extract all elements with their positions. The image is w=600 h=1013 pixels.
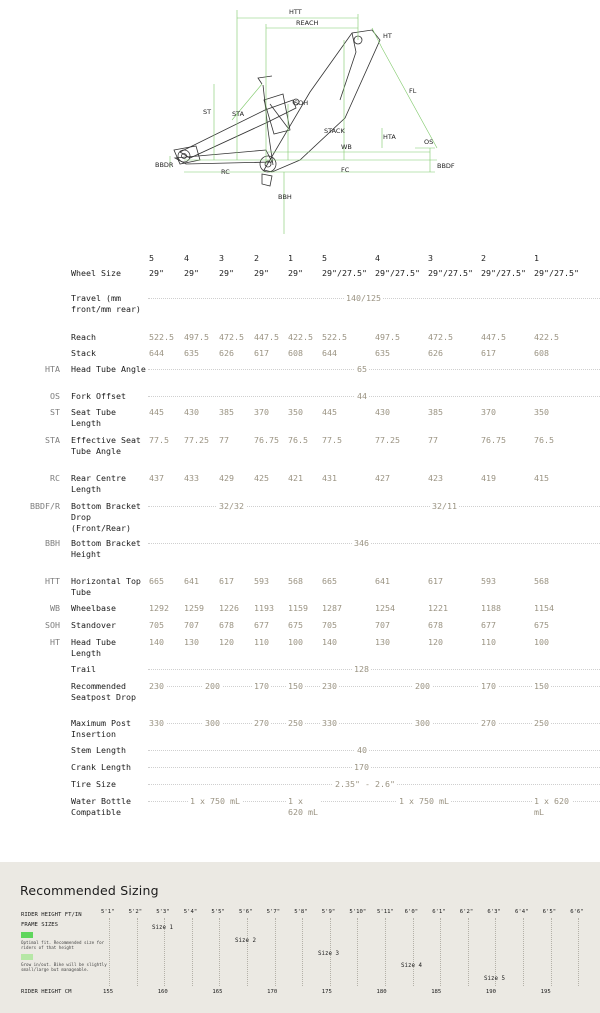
row-dotted-line — [148, 669, 600, 670]
row-abbr: WB — [50, 603, 60, 613]
grid-line — [385, 918, 386, 986]
cell-value: 641 — [375, 576, 390, 586]
cell-value: 76.5 — [288, 435, 308, 445]
cell-value: 644 — [322, 348, 337, 358]
cell-value: 77.5 — [322, 435, 342, 445]
cell-value: 150 — [534, 681, 549, 691]
row-abbr: BBH — [45, 538, 60, 548]
cell-value: 32/32 — [219, 501, 244, 511]
cell-value: 77 — [428, 435, 438, 445]
dimension-lines — [170, 10, 437, 234]
frame-sizes-label: FRAME SIZES — [21, 922, 59, 928]
row-label: Horizontal Top Tube — [71, 576, 141, 597]
cell-value: 422.5 — [288, 332, 313, 342]
cell-value: 617 — [254, 348, 269, 358]
section-title: Recommended Sizing — [20, 883, 159, 898]
cell-value: 593 — [254, 576, 269, 586]
cell-value: 626 — [219, 348, 234, 358]
row-label: Seat Tube Length — [71, 407, 116, 428]
height-ft-tick: 5'6" — [239, 909, 253, 915]
cell-value: 447.5 — [254, 332, 279, 342]
cell-value: 110 — [481, 637, 496, 647]
grid-line — [219, 918, 220, 986]
cell-value: 32/11 — [432, 501, 457, 511]
table-row — [0, 268, 600, 280]
cell-value: 385 — [219, 407, 234, 417]
size-header: 3 — [428, 253, 433, 263]
table-row — [0, 637, 600, 659]
row-label: Crank Length — [71, 762, 131, 772]
cell-value: 430 — [375, 407, 390, 417]
row-label: Effective Seat Tube Angle — [71, 435, 141, 456]
label-os: OS — [424, 138, 434, 146]
rider-height-cm-label: RIDER HEIGHT CM — [21, 989, 72, 995]
cell-value: 130 — [375, 637, 390, 647]
cell-value: 431 — [322, 473, 337, 483]
label-fc: FC — [341, 166, 350, 174]
height-cm-tick: 170 — [267, 989, 278, 995]
height-cm-tick: 175 — [321, 989, 332, 995]
cell-value: 1221 — [428, 603, 448, 613]
cell-value: 1292 — [149, 603, 169, 613]
height-cm-tick: 155 — [103, 989, 114, 995]
height-ft-tick: 5'5" — [211, 909, 225, 915]
table-row — [0, 664, 600, 676]
row-label: Head Tube Angle — [71, 364, 146, 374]
cell-value: 300 — [415, 718, 430, 728]
frame-geometry-diagram — [0, 0, 600, 240]
cell-value: 230 — [322, 681, 337, 691]
cell-value: 140 — [149, 637, 164, 647]
label-sta: STA — [232, 110, 245, 118]
height-cm-tick: 180 — [376, 989, 387, 995]
cell-value: 1287 — [322, 603, 342, 613]
table-row — [0, 718, 600, 740]
table-row — [0, 681, 600, 715]
cell-value: 140/125 — [346, 293, 381, 303]
size-header: 5 — [322, 253, 327, 263]
cell-value: 472.5 — [219, 332, 244, 342]
row-dotted-line — [148, 750, 600, 751]
cell-value: 65 — [357, 364, 367, 374]
grid-line — [468, 918, 469, 986]
cell-value: 641 — [184, 576, 199, 586]
label-bbh: BBH — [278, 193, 292, 201]
cell-value: 433 — [184, 473, 199, 483]
cell-value: 300 — [205, 718, 220, 728]
cell-value: 415 — [534, 473, 549, 483]
table-row — [0, 620, 600, 632]
cell-value: 270 — [254, 718, 269, 728]
size-header: 2 — [254, 253, 259, 263]
row-label: Stack — [71, 348, 96, 358]
height-ft-tick: 5'7" — [266, 909, 281, 915]
size-header-row — [0, 253, 600, 265]
row-abbr: HTT — [45, 576, 60, 586]
grid-line — [413, 918, 414, 986]
grid-line — [523, 918, 524, 986]
height-ft-tick: 6'4" — [515, 909, 529, 915]
cell-value: 110 — [254, 637, 269, 647]
legend-swatch-grow — [21, 954, 33, 960]
label-wb: WB — [341, 143, 352, 151]
height-cm-tick: 195 — [540, 989, 551, 995]
cell-value: 635 — [184, 348, 199, 358]
cell-value: 350 — [534, 407, 549, 417]
table-row — [0, 293, 600, 327]
row-label: Reach — [71, 332, 96, 342]
label-rc: RC — [221, 168, 230, 176]
cell-value: 1188 — [481, 603, 501, 613]
cell-value: 29"/27.5" — [322, 268, 367, 278]
cell-value: 170 — [254, 681, 269, 691]
row-label: Maximum Post Insertion — [71, 718, 131, 739]
row-label: Bottom Bracket Height — [71, 538, 141, 559]
height-ft-tick: 6'5" — [542, 909, 557, 915]
height-cm-tick: 185 — [431, 989, 442, 995]
grid-line — [109, 918, 110, 986]
label-bbdf: BBDF — [437, 162, 455, 170]
row-abbr: HT — [50, 637, 60, 647]
cell-value: 472.5 — [428, 332, 453, 342]
cell-value: 29" — [288, 268, 303, 278]
height-ft-tick: 6'3" — [487, 909, 501, 915]
size-header: 3 — [219, 253, 224, 263]
row-abbr: BBDF/R — [30, 501, 60, 511]
label-htt: HTT — [289, 8, 302, 16]
cell-value: 76.5 — [534, 435, 554, 445]
cell-value: 626 — [428, 348, 443, 358]
height-ft-tick: 5'3" — [156, 909, 170, 915]
cell-value: 644 — [149, 348, 164, 358]
cell-value: 705 — [149, 620, 164, 630]
table-row — [0, 348, 600, 360]
row-label: Head Tube Length — [71, 637, 116, 658]
cell-value: 40 — [357, 745, 367, 755]
label-fl: FL — [409, 87, 417, 95]
cell-value: 675 — [288, 620, 303, 630]
height-ft-tick: 6'2" — [459, 909, 474, 915]
cell-value: 1254 — [375, 603, 395, 613]
grid-line — [551, 918, 552, 986]
height-ft-tick: 5'8" — [294, 909, 308, 915]
row-label: Water Bottle Compatible — [71, 796, 131, 817]
cell-value: 429 — [219, 473, 234, 483]
row-label: Fork Offset — [71, 391, 126, 401]
cell-value: 445 — [149, 407, 164, 417]
table-row — [0, 745, 600, 757]
size-header: 4 — [184, 253, 189, 263]
grid-line — [247, 918, 248, 986]
cell-value: 370 — [254, 407, 269, 417]
height-cm-tick: 190 — [485, 989, 496, 995]
cell-value: 447.5 — [481, 332, 506, 342]
cell-value: 497.5 — [375, 332, 400, 342]
cell-value: 665 — [149, 576, 164, 586]
cell-value: 617 — [219, 576, 234, 586]
cell-value: 425 — [254, 473, 269, 483]
cell-value: 678 — [219, 620, 234, 630]
cell-value: 44 — [357, 391, 367, 401]
row-abbr: HTA — [45, 364, 60, 374]
cell-value: 29"/27.5" — [428, 268, 473, 278]
table-row — [0, 603, 600, 615]
label-hta: HTA — [383, 133, 396, 141]
cell-value: 29"/27.5" — [534, 268, 579, 278]
cell-value: 2.35" - 2.6" — [335, 779, 395, 789]
cell-value: 445 — [322, 407, 337, 417]
height-ft-tick: 6'0" — [404, 909, 419, 915]
cell-value: 522.5 — [322, 332, 347, 342]
cell-value: 677 — [254, 620, 269, 630]
height-ft-tick: 5'9" — [321, 909, 336, 915]
cell-value: 423 — [428, 473, 443, 483]
cell-value: 76.75 — [481, 435, 506, 445]
size-label: Size 4 — [401, 963, 422, 969]
height-ft-tick: 5'1" — [101, 909, 115, 915]
cell-value: 1 x 750 mL — [399, 796, 449, 806]
size-header: 5 — [149, 253, 154, 263]
row-label: Recommended Seatpost Drop — [71, 681, 136, 702]
table-row — [0, 364, 600, 386]
cell-value: 1259 — [184, 603, 204, 613]
row-label: Stem Length — [71, 745, 126, 755]
cell-value: 29"/27.5" — [481, 268, 526, 278]
row-dotted-line — [148, 543, 600, 544]
row-dotted-line — [148, 767, 600, 768]
label-reach: REACH — [296, 19, 319, 27]
row-label: Bottom Bracket Drop (Front/Rear) — [71, 501, 141, 533]
grid-line — [192, 918, 193, 986]
label-st: ST — [203, 108, 212, 116]
cell-value: 350 — [288, 407, 303, 417]
cell-value: 385 — [428, 407, 443, 417]
legend-text-grow: Grow in/out. Bike will be slightly small/large but manageable. — [21, 962, 107, 972]
cell-value: 665 — [322, 576, 337, 586]
row-abbr: SOH — [45, 620, 60, 630]
size-label: Size 3 — [318, 951, 339, 957]
cell-value: 522.5 — [149, 332, 174, 342]
row-label: Wheelbase — [71, 603, 116, 613]
cell-value: 1159 — [288, 603, 308, 613]
cell-value: 675 — [534, 620, 549, 630]
cell-value: 120 — [219, 637, 234, 647]
row-label: Travel (mm front/mm rear) — [71, 293, 141, 314]
cell-value: 370 — [481, 407, 496, 417]
legend-swatch-optimal — [21, 932, 33, 938]
cell-value: 130 — [184, 637, 199, 647]
table-row — [0, 762, 600, 774]
row-label: Standover — [71, 620, 116, 630]
cell-value: 568 — [288, 576, 303, 586]
row-label: Wheel Size — [71, 268, 121, 278]
cell-value: 617 — [481, 348, 496, 358]
cell-value: 437 — [149, 473, 164, 483]
label-stack: STACK — [324, 127, 345, 135]
cell-value: 608 — [534, 348, 549, 358]
cell-value: 677 — [481, 620, 496, 630]
cell-value: 635 — [375, 348, 390, 358]
cell-value: 230 — [149, 681, 164, 691]
table-row — [0, 332, 600, 344]
cell-value: 1226 — [219, 603, 239, 613]
cell-value: 346 — [354, 538, 369, 548]
cell-value: 200 — [415, 681, 430, 691]
cell-value: 29" — [219, 268, 234, 278]
cell-value: 330 — [149, 718, 164, 728]
grid-line — [302, 918, 303, 986]
row-abbr: STA — [45, 435, 60, 445]
cell-value: 100 — [534, 637, 549, 647]
cell-value: 250 — [534, 718, 549, 728]
cell-value: 419 — [481, 473, 496, 483]
size-label: Size 5 — [484, 976, 505, 982]
row-label: Rear Centre Length — [71, 473, 126, 494]
size-header: 1 — [534, 253, 539, 263]
table-row — [0, 576, 600, 598]
cell-value: 1193 — [254, 603, 274, 613]
cell-value: 170 — [481, 681, 496, 691]
height-ft-tick: 5'4" — [183, 909, 198, 915]
cell-value: 678 — [428, 620, 443, 630]
cell-value: 497.5 — [184, 332, 209, 342]
cell-value: 593 — [481, 576, 496, 586]
cell-value: 568 — [534, 576, 549, 586]
cell-value: 29" — [149, 268, 164, 278]
grid-line — [578, 918, 579, 986]
size-label: Size 1 — [152, 925, 173, 931]
row-dotted-line — [148, 506, 600, 507]
row-label: Tire Size — [71, 779, 116, 789]
grid-line — [357, 918, 358, 986]
table-row — [0, 501, 600, 535]
table-row — [0, 435, 600, 469]
cell-value: 1 x 750 mL — [190, 796, 240, 806]
size-header: 4 — [375, 253, 380, 263]
recommended-sizing-section — [0, 862, 600, 1013]
rider-height-ft-label: RIDER HEIGHT FT/IN — [21, 912, 82, 918]
cell-value: 421 — [288, 473, 303, 483]
cell-value: 430 — [184, 407, 199, 417]
height-ft-tick: 6'1" — [432, 909, 446, 915]
cell-value: 29" — [184, 268, 199, 278]
cell-value: 705 — [322, 620, 337, 630]
cell-value: 707 — [375, 620, 390, 630]
cell-value: 77.25 — [375, 435, 400, 445]
table-row — [0, 779, 600, 791]
cell-value: 100 — [288, 637, 303, 647]
cell-value: 29"/27.5" — [375, 268, 420, 278]
table-row — [0, 407, 600, 429]
cell-value: 250 — [288, 718, 303, 728]
size-header: 1 — [288, 253, 293, 263]
row-label: Trail — [71, 664, 96, 674]
table-row — [0, 473, 600, 495]
row-abbr: ST — [50, 407, 60, 417]
cell-value: 29" — [254, 268, 269, 278]
height-ft-tick: 5'11" — [377, 909, 394, 915]
size-label: Size 2 — [235, 938, 256, 944]
cell-value: 170 — [354, 762, 369, 772]
cell-value: 1 x 620 mL — [286, 796, 320, 818]
height-cm-tick: 160 — [157, 989, 168, 995]
cell-value: 140 — [322, 637, 337, 647]
height-ft-tick: 5'2" — [128, 909, 143, 915]
row-dotted-line — [148, 396, 600, 397]
cell-value: 76.75 — [254, 435, 279, 445]
height-ft-tick: 5'10" — [349, 909, 367, 915]
cell-value: 707 — [184, 620, 199, 630]
cell-value: 330 — [322, 718, 337, 728]
cell-value: 270 — [481, 718, 496, 728]
grid-line — [275, 918, 276, 986]
height-cm-tick: 165 — [212, 989, 223, 995]
row-abbr: OS — [50, 391, 60, 401]
cell-value: 128 — [354, 664, 369, 674]
legend-text-optimal: Optimal fit. Recommended size for riders of that height — [21, 940, 105, 950]
cell-value: 200 — [205, 681, 220, 691]
label-soh: SOH — [294, 99, 309, 107]
cell-value: 77.5 — [149, 435, 169, 445]
cell-value: 1 x 620 mL — [532, 796, 572, 818]
cell-value: 608 — [288, 348, 303, 358]
cell-value: 617 — [428, 576, 443, 586]
cell-value: 77 — [219, 435, 229, 445]
table-row — [0, 538, 600, 572]
grid-line — [137, 918, 138, 986]
table-row — [0, 391, 600, 403]
grid-line — [440, 918, 441, 986]
cell-value: 120 — [428, 637, 443, 647]
row-dotted-line — [148, 369, 600, 370]
label-bbdr: BBDR — [155, 161, 174, 169]
cell-value: 427 — [375, 473, 390, 483]
table-row — [0, 796, 600, 830]
cell-value: 77.25 — [184, 435, 209, 445]
cell-value: 422.5 — [534, 332, 559, 342]
label-ht: HT — [383, 32, 392, 40]
cell-value: 150 — [288, 681, 303, 691]
size-header: 2 — [481, 253, 486, 263]
row-abbr: RC — [50, 473, 60, 483]
height-ft-tick: 6'6" — [570, 909, 584, 915]
cell-value: 1154 — [534, 603, 554, 613]
